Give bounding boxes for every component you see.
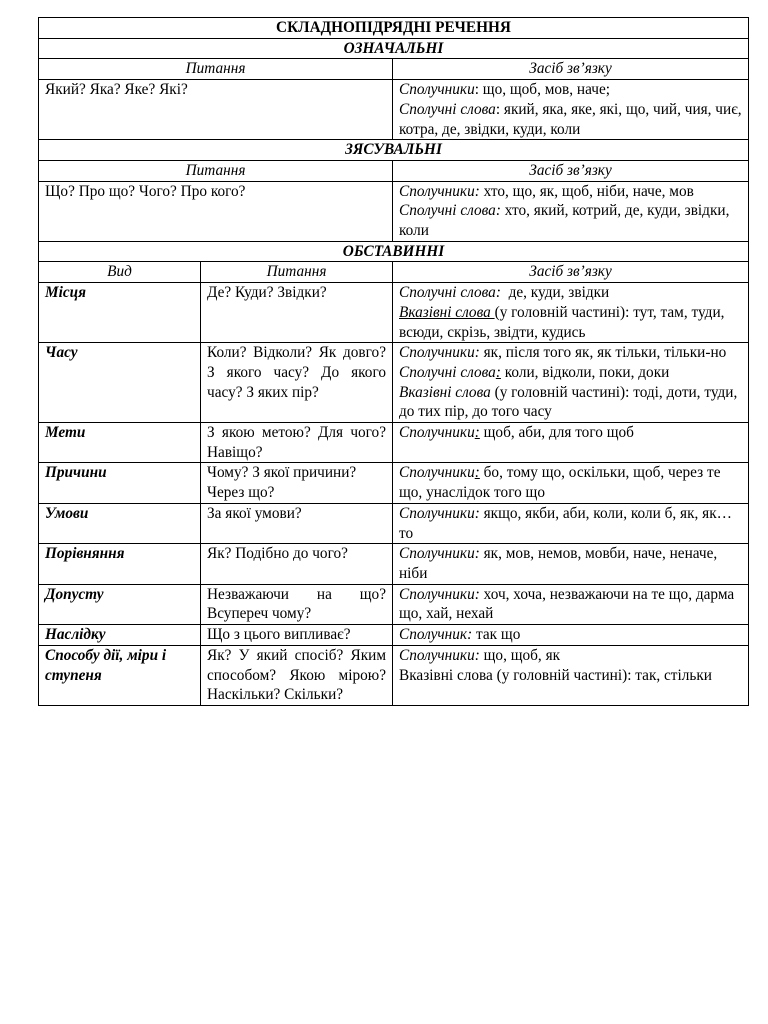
section-heading-osnachalni: ОЗНАЧАЛЬНІ [39,38,749,59]
link-line [399,504,742,543]
col-header-question: Питання [39,59,393,80]
link-text: : який, яка, яке, які, що, чий, чия, чиє, котра, де, звідки, куди, коли [399,100,742,138]
link-cell [393,584,749,624]
link-line [399,303,742,342]
link-cell [393,544,749,584]
col-header-question: Питання [39,160,393,181]
question-cell: Чому? З якої причини? Через що? [201,463,393,503]
link-text: (у головній частині): тоді, доти, туди, до тих пір, до того часу [399,383,738,421]
col-header-kind: Вид [39,262,201,283]
kind-cell: Наслідку [39,625,201,646]
table-row [39,645,749,705]
link-line [399,343,742,363]
kind-cell: Часу [39,343,201,423]
link-label: Сполучники: [399,545,480,563]
link-cell [393,283,749,343]
link-text: як, мов, немов, мовби, наче, неначе, ніби [399,545,718,582]
link-cell [393,463,749,503]
link-colon: : [474,424,480,442]
link-label: Сполучні слова [399,100,496,118]
column-header-row [39,262,749,283]
table-row [39,625,749,646]
question-cell: Коли? Відколи? Як довго? З якого часу? До якого часу? З яких пір? [201,343,393,423]
link-cell [393,423,749,463]
link-cell [393,181,749,241]
link-label: Сполучники [399,464,475,482]
table-row [39,80,749,140]
link-label: Сполучники [399,424,475,442]
col-header-question: Питання [201,262,393,283]
question-cell: З якою метою? Для чого? Навіщо? [201,423,393,463]
link-line [399,463,742,502]
question-cell: За якої умови? [201,503,393,543]
question-cell: Незважаючи на що? Всупереч чому? [201,584,393,624]
link-text: : що, щоб, мов, наче; [474,81,611,99]
link-cell [393,503,749,543]
section-heading-row [39,140,749,161]
link-text: щоб, аби, для того щоб [479,424,634,442]
col-header-link: Засіб зв’язку [393,262,749,283]
kind-cell: Порівняння [39,544,201,584]
link-colon: : [474,464,480,482]
link-label: Сполучники: [399,585,480,603]
link-label: Сполучники [399,81,475,99]
section-heading-obstavynni: ОБСТАВИННІ [39,241,749,262]
link-text: як, після того як, як тільки, тільки-но [479,344,727,362]
table-row [39,584,749,624]
column-header-row [39,59,749,80]
link-text: коли, відколи, поки, доки [500,363,670,381]
link-text: хто, що, як, щоб, ніби, наче, мов [479,182,694,200]
question-cell: Що? Про що? Чого? Про кого? [39,181,393,241]
question-cell: Де? Куди? Звідки? [201,283,393,343]
link-label: Сполучники: [399,344,480,362]
link-label: Сполучні слова: [399,202,501,220]
link-line [399,625,742,645]
kind-cell: Умови [39,503,201,543]
link-label: Сполучники: [399,646,480,664]
section-heading-row [39,241,749,262]
clauses-table [38,17,749,706]
link-text: (у головній частині): тут, там, туди, всюди, скрізь, звідти, кудись [399,303,725,341]
question-cell: Який? Яка? Яке? Які? [39,80,393,140]
link-line [399,100,742,139]
col-header-link: Засіб зв’язку [393,160,749,181]
link-cell [393,80,749,140]
link-text: хто, який, котрий, де, куди, звідки, коли [399,202,730,240]
link-text: бо, тому що, оскільки, щоб, через те що, унаслідок того що [399,464,721,502]
table-row [39,283,749,343]
link-text: хоч, хоча, незважаючи на те що, дарма що, хай, нехай [399,585,735,623]
document-page [38,17,748,706]
link-line [399,363,742,383]
link-line [399,383,742,422]
link-label: Сполучні слова [399,363,496,381]
link-line [399,283,742,303]
link-label: Сполучні слова: [399,284,501,302]
kind-cell: Способу дії, міри і ступеня [39,645,201,705]
link-line [399,182,742,202]
link-label: Вказівні слова [399,303,495,321]
question-cell: Що з цього випливає? [201,625,393,646]
question-cell: Як? Подібно до чого? [201,544,393,584]
table-title: СКЛАДНОПІДРЯДНІ РЕЧЕННЯ [39,18,749,39]
section-heading-row [39,38,749,59]
link-text: де, куди, звідки [500,284,610,302]
table-row [39,343,749,423]
link-colon: : [495,363,501,381]
question-cell: Як? У який спосіб? Яким способом? Якою мірою? Наскільки? Скільки? [201,645,393,705]
link-text: якщо, якби, аби, коли, коли б, як, як…то [399,504,732,542]
link-line [399,423,742,443]
link-line [399,585,742,624]
table-row [39,503,749,543]
title-row [39,18,749,39]
link-cell [393,343,749,423]
link-label: Сполучник: [399,626,473,644]
link-text: так що [472,626,521,644]
kind-cell: Причини [39,463,201,503]
kind-cell: Місця [39,283,201,343]
section-heading-ziasuvalni: ЗЯСУВАЛЬНІ [39,140,749,161]
kind-cell: Мети [39,423,201,463]
link-line [399,80,742,100]
link-label: Сполучники: [399,504,480,522]
link-line [399,544,742,583]
link-label: Сполучники: [399,182,480,200]
table-row [39,544,749,584]
column-header-row [39,160,749,181]
kind-cell: Допусту [39,584,201,624]
table-row [39,463,749,503]
link-text: що, щоб, як [479,646,561,664]
table-row [39,181,749,241]
link-cell [393,645,749,705]
link-cell [393,625,749,646]
table-row [39,423,749,463]
link-line: Вказівні слова (у головній частині): так, стільки [399,666,712,684]
link-label: Вказівні слова [399,383,491,401]
col-header-link: Засіб зв’язку [393,59,749,80]
link-line [399,646,742,666]
link-line [399,201,742,240]
